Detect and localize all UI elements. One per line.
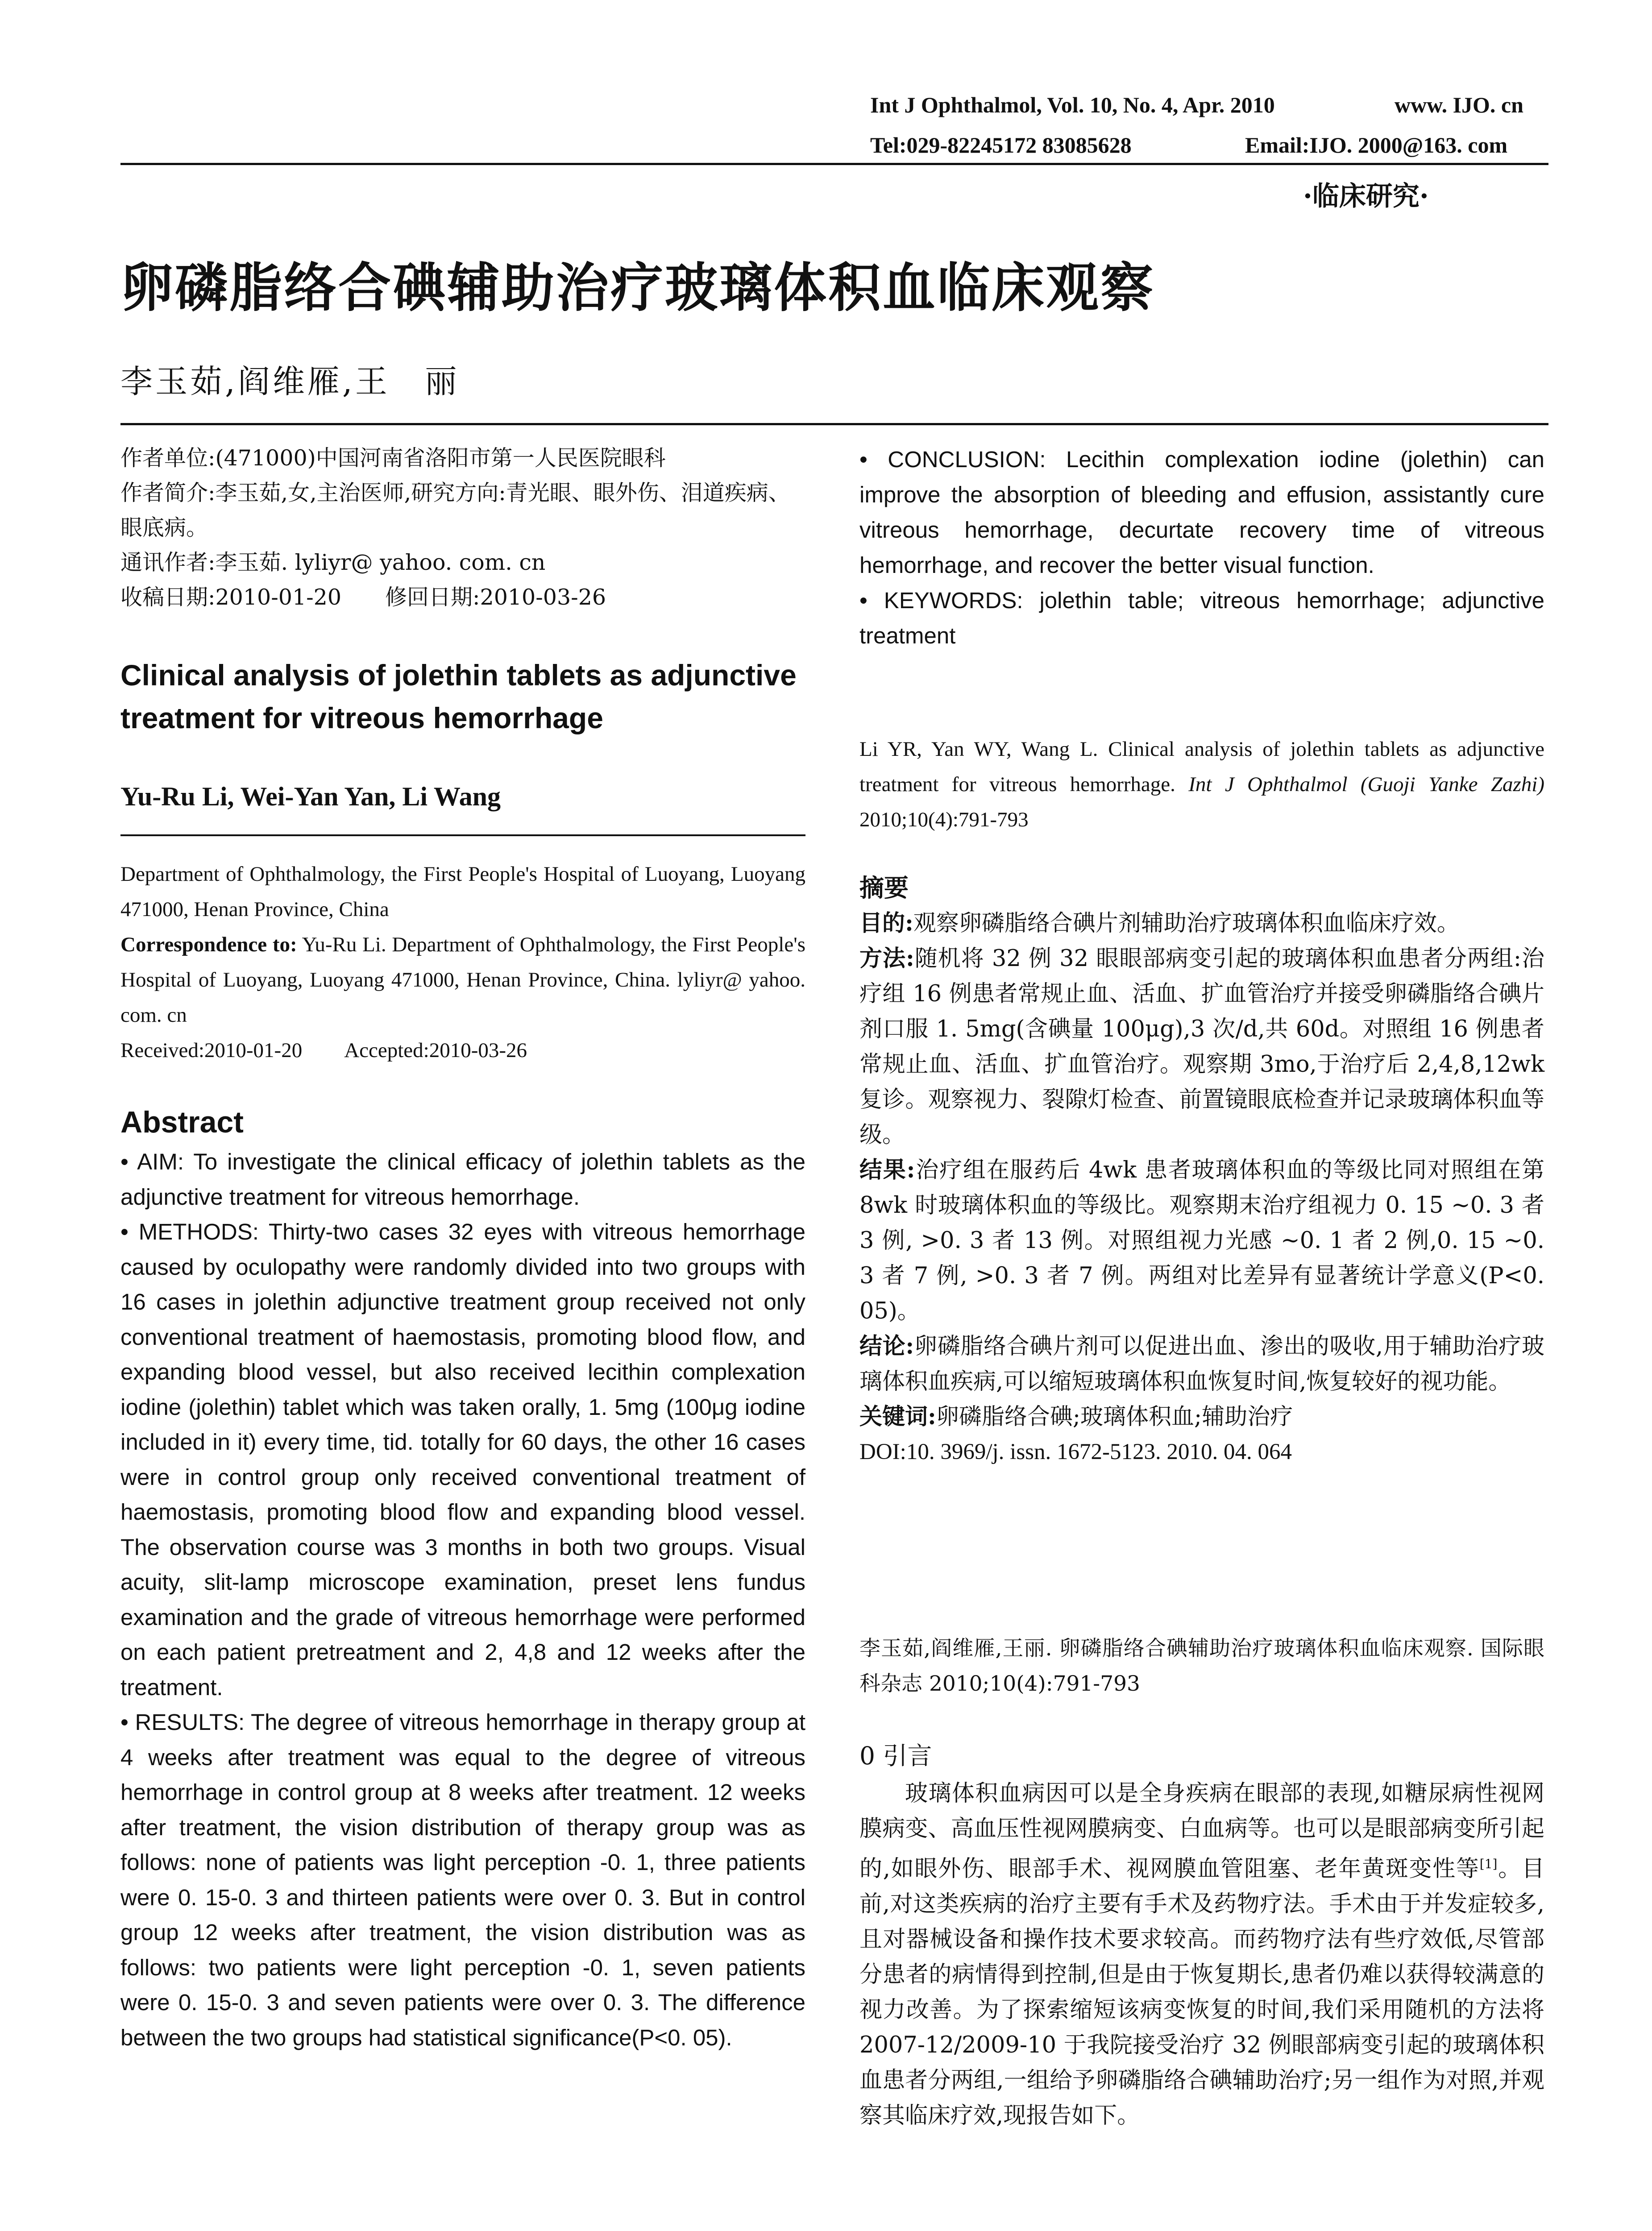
authors-cn: 李玉茹,阎维雁,王 丽 xyxy=(120,363,460,400)
abstract-cn-doi: DOI:10. 3969/j. issn. 1672-5123. 2010. 04. 064 xyxy=(859,1439,1292,1464)
abstract-methods xyxy=(120,1215,805,1705)
abstract-cn-keywords xyxy=(859,1399,1544,1435)
journal-website: www. IJO. cn xyxy=(1395,92,1523,117)
cn-results-label: 结果: xyxy=(859,1157,915,1183)
aim-text: To investigate the clinical efficacy of jolethin tablets as the adjunctive treatment for vitreous hemorrhage. xyxy=(120,1149,805,1210)
abstract-heading: Abstract xyxy=(120,1105,244,1139)
affil-bio: 作者简介:李玉茹,女,主治医师,研究方向:青光眼、眼外伤、泪道疾病、眼底病。 xyxy=(120,480,790,540)
section-label: ·临床研究· xyxy=(1303,181,1429,212)
abstract-cn-methods xyxy=(859,941,1544,1153)
title-en: Clinical analysis of jolethin tablets as adjunctive treatment for vitreous hemorrhage xyxy=(120,659,797,734)
abstract-en-right xyxy=(859,442,1544,653)
intro-p2: 。目前,对这类疾病的治疗主要有手术及药物疗法。手术由于并发症较多,且对器械设备和操作技术要求较高。而药物疗法有些疗效低,尽管部分患者的病情得到控制,但是由于恢复期长,患者仍难以获得较满意的视力改善。为了探索缩短该病变恢复的时间,我们采用随机的方法将 2007-12/2009-10 于我院接受治疗 32 例眼部病变引起的玻璃体积血患者分两组,一组给予卵磷脂络合碘辅助治疗;另一组作为对照,并观察其临床疗效,现报告如下。 xyxy=(859,1856,1544,2129)
affiliation-cn xyxy=(120,441,805,615)
citation-en xyxy=(859,732,1544,838)
affil-en-correspondence xyxy=(120,927,805,1033)
correspondence-label: Correspondence to: xyxy=(120,933,297,956)
abstract-cn-heading: 摘要 xyxy=(859,873,909,902)
affiliation-en xyxy=(120,857,805,1068)
affil-en-dates: Received:2010-01-20 Accepted:2010-03-26 xyxy=(120,1039,527,1062)
abstract-cn-aim xyxy=(859,906,1544,941)
intro-body xyxy=(859,1776,1544,2133)
abstract-en-left xyxy=(120,1145,805,2055)
conclusion-label: • CONCLUSION: xyxy=(859,447,1046,472)
abstract-conclusion xyxy=(859,442,1544,583)
intro-p1: 玻璃体积血病因可以是全身疾病在眼部的表现,如糖尿病性视网膜病变、高血压性视网膜病变、白血病等。也可以是眼部病变所引起的,如眼外伤、眼部手术、视网膜血管阻塞、老年黄斑变性等 xyxy=(859,1780,1544,1882)
cn-keywords-text: 卵磷脂络合碘;玻璃体积血;辅助治疗 xyxy=(936,1404,1293,1430)
journal-email: Email:IJO. 2000@163. com xyxy=(1245,133,1508,158)
keywords-label: • KEYWORDS: xyxy=(859,588,1023,613)
cn-results-text: 治疗组在服药后 4wk 患者玻璃体积血的等级比同对照组在第 8wk 时玻璃体积血的等级比。观察期末治疗组视力 0. 15 ~0. 3 者 3 例, >0. 3 者 13 例。对照组视力光感 ~0. 1 者 2 例,0. 15 ~0. 3 者 7 例, >0. 3 者 7 例。两组对比差异有显著统计学意义(P<0. 05)。 xyxy=(859,1157,1544,1324)
affil-contact: 通讯作者:李玉茹. lyliyr@ yahoo. com. cn xyxy=(120,550,546,575)
affil-en-department: Department of Ophthalmology, the First People's Hospital of Luoyang, Luoyang 471000, Henan Province, China xyxy=(120,863,805,921)
cn-conclusion-text: 卵磷脂络合碘片剂可以促进出血、渗出的吸收,用于辅助治疗玻璃体积血疾病,可以缩短玻璃体积血恢复时间,恢复较好的视功能。 xyxy=(859,1333,1545,1395)
cn-methods-label: 方法: xyxy=(859,945,914,972)
methods-text: Thirty-two cases 32 eyes with vitreous hemorrhage caused by oculopathy were randomly divided into two groups with 16 cases in jolethin adjunctive treatment group received not only conventional treatment of haemostasis, promoting blood flow, and expanding blood vessel, but also received lecithin complexation iodine (jolethin) tablet which was taken orally, 1. 5mg (100μg iodine included in it) every time, tid. totally for 60 days, the other 16 cases were in control group only received conventional treatment of haemostasis, promoting blood flow and expanding blood vessel. The observation course was 3 months in both two groups. Visual acuity, slit-lamp microscope examination, preset lens fundus examination and the grade of vitreous hemorrhage were performed on each patient pretreatment and 2, 4,8 and 12 weeks after the treatment. xyxy=(120,1219,806,1700)
affil-unit: 作者单位:(471000)中国河南省洛阳市第一人民医院眼科 xyxy=(120,445,666,471)
results-label: • RESULTS: xyxy=(120,1709,245,1735)
abstract-cn-conclusion xyxy=(859,1329,1544,1399)
authors-en: Yu-Ru Li, Wei-Yan Yan, Li Wang xyxy=(120,782,501,811)
abstract-results xyxy=(120,1705,805,2055)
cn-conclusion-label: 结论: xyxy=(859,1333,914,1360)
abstract-cn-results xyxy=(859,1153,1544,1329)
cn-aim-text: 观察卵磷脂络合碘片剂辅助治疗玻璃体积血临床疗效。 xyxy=(913,910,1460,937)
intro-heading: 0 引言 xyxy=(859,1742,932,1770)
aim-label: • AIM: xyxy=(120,1149,184,1174)
results-text: The degree of vitreous hemorrhage in therapy group at 4 weeks after treatment was equal to the degree of vitreous hemorrhage in control group at 8 weeks after treatment. 12 weeks after treatment, the vision distribution of therapy group was as follows: none of patients was light perception -0. 1, three patients were 0. 15-0. 3 and thirteen patients were over 0. 3. But in control group 12 weeks after treatment, the vision distribution was as follows: two patients were light perception -0. 1, seven patients were 0. 15-0. 3 and seven patients were over 0. 3. The difference between the two groups had statistical significance(P<0. 05). xyxy=(120,1709,806,2050)
citation-en-text: Li YR, Yan WY, Wang L. Clinical analysis of jolethin tablets as adjunctive treatment for vitreous hemorrhage. xyxy=(859,738,1544,796)
abstract-keywords xyxy=(859,583,1544,653)
cn-aim-label: 目的: xyxy=(859,910,913,937)
journal-tel: Tel:029-82245172 83085628 xyxy=(870,133,1132,158)
abstract-cn-body xyxy=(859,906,1544,1470)
citation-en-journal: Int J Ophthalmol (Guoji Yanke Zazhi) xyxy=(1188,773,1544,796)
keywords-text: jolethin table; vitreous hemorrhage; adjunctive treatment xyxy=(859,588,1545,648)
correspondence-text: Yu-Ru Li. Department of Ophthalmology, the First People's Hospital of Luoyang, Luoyang 471000, Henan Province, China. lyliyr@ yahoo. com. cn xyxy=(120,933,805,1027)
methods-label: • METHODS: xyxy=(120,1219,259,1244)
title-rule xyxy=(120,423,1548,425)
conclusion-text: Lecithin complexation iodine (jolethin) can improve the absorption of bleeding and effusion, assistantly cure vitreous hemorrhage, decurtate recovery time of vitreous hemorrhage, and recover the better visual function. xyxy=(859,447,1544,578)
citation-cn: 李玉茹,阎维雁,王丽. 卵磷脂络合碘辅助治疗玻璃体积血临床观察. 国际眼科杂志 2010;10(4):791-793 xyxy=(859,1636,1544,1696)
abstract-aim xyxy=(120,1145,805,1215)
header-rule xyxy=(120,163,1548,165)
citation-en-tail: 2010;10(4):791-793 xyxy=(859,808,1029,831)
intro-reference-marker[interactable]: [1] xyxy=(1479,1857,1498,1871)
journal-citation-header: Int J Ophthalmol, Vol. 10, No. 4, Apr. 2010 xyxy=(870,92,1275,117)
title-cn: 卵磷脂络合碘辅助治疗玻璃体积血临床观察 xyxy=(120,257,1155,319)
cn-methods-text: 随机将 32 例 32 眼眼部病变引起的玻璃体积血患者分两组:治疗组 16 例患者常规止血、活血、扩血管治疗并接受卵磷脂络合碘片剂口服 1. 5mg(含碘量 100μg),3 次/d,共 60d。对照组 16 例患者常规止血、活血、扩血管治疗。观察期 3mo,于治疗后 2,4,8,12wk 复诊。观察视力、裂隙灯检查、前置镜眼底检查并记录玻璃体积血等级。 xyxy=(859,945,1545,1148)
affil-dates: 收稿日期:2010-01-20 修回日期:2010-03-26 xyxy=(120,585,606,610)
authors-en-rule xyxy=(120,834,805,836)
cn-keywords-label: 关键词: xyxy=(859,1403,936,1430)
